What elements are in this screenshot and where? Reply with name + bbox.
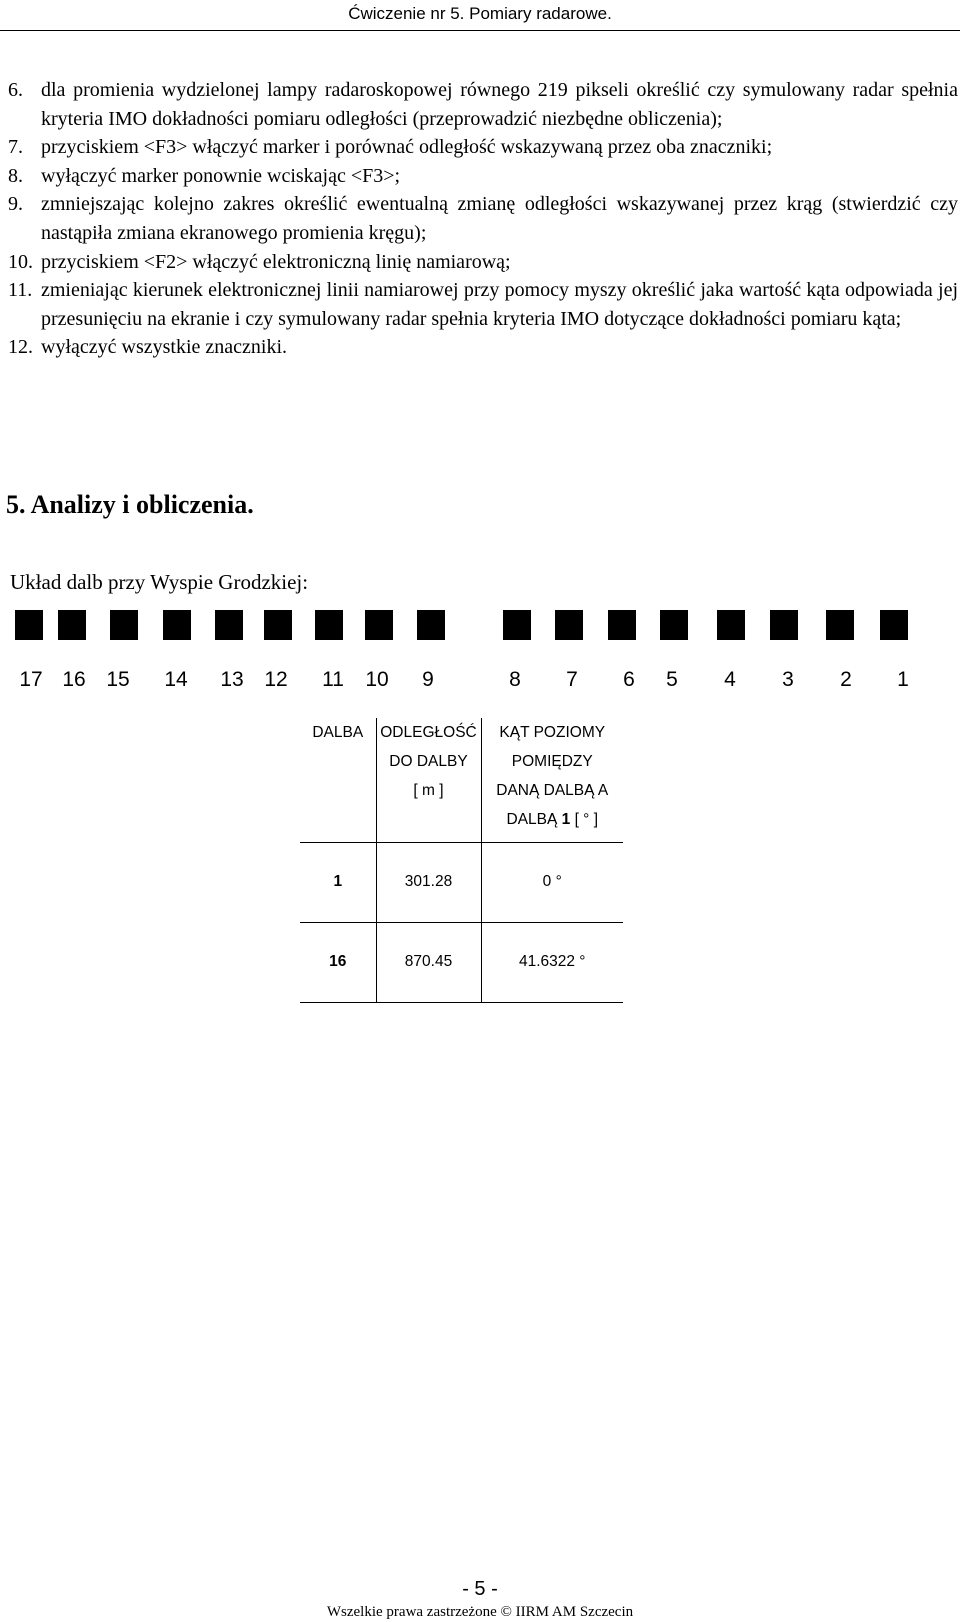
cell-distance: 301.28 <box>376 842 481 922</box>
dolphin-squares-row <box>0 610 960 640</box>
table-header-row <box>300 718 623 842</box>
step-text: przyciskiem <F3> włączyć marker i porównać odległość wskazywaną przez oba znaczniki; <box>41 136 773 159</box>
dolphin-square-icon <box>717 610 745 640</box>
dolphin-number: 3 <box>782 668 794 691</box>
dolphin-square-icon <box>826 610 854 640</box>
header-line <box>482 805 624 834</box>
header-text: DALBĄ <box>506 811 562 828</box>
header-line: POMIĘDZY <box>511 753 593 770</box>
step-text: zmniejszając kolejno zakres określić ewentualną zmianę odległości wskazywanej przez krąg (stwierdzić czy nastąpiła zmiana ekranowego promienia kręgu); <box>41 193 958 244</box>
header-line: DO DALBY <box>389 753 468 770</box>
header-text: [ ° ] <box>570 811 598 828</box>
dolphin-number: 4 <box>724 668 736 691</box>
header-divider <box>0 30 960 31</box>
dolphin-square-icon <box>503 610 531 640</box>
step-7 <box>8 133 958 162</box>
header-line: KĄT POZIOMY <box>499 724 606 741</box>
dolphin-layout-label: Układ dalb przy Wyspie Grodzkiej: <box>10 570 309 594</box>
dolphin-number: 7 <box>566 668 578 691</box>
dolphin-square-icon <box>58 610 86 640</box>
dolphin-data-table <box>300 718 623 1003</box>
dolphin-square-icon <box>15 610 43 640</box>
dolphin-square-icon <box>880 610 908 640</box>
dolphin-square-icon <box>770 610 798 640</box>
dolphin-numbers-row <box>0 668 960 694</box>
dolphin-number: 12 <box>264 668 288 691</box>
dolphin-number: 16 <box>62 668 86 691</box>
step-10 <box>8 248 958 277</box>
header-line: ODLEGŁOŚĆ <box>380 724 477 741</box>
header-line: [ m ] <box>413 782 444 799</box>
table-row <box>300 842 623 922</box>
dolphin-number: 6 <box>623 668 635 691</box>
dolphin-number: 8 <box>509 668 521 691</box>
dolphin-square-icon <box>110 610 138 640</box>
dolphin-number: 5 <box>666 668 678 691</box>
dolphin-number: 9 <box>422 668 434 691</box>
step-9 <box>8 190 958 247</box>
dolphin-number: 17 <box>19 668 43 691</box>
step-text: przyciskiem <F2> włączyć elektroniczną linię namiarową; <box>41 250 511 273</box>
cell-distance: 870.45 <box>376 922 481 1002</box>
dolphin-square-icon <box>555 610 583 640</box>
header-line: DANĄ DALBĄ A <box>496 782 609 799</box>
dolphin-square-icon <box>417 610 445 640</box>
step-11 <box>8 276 958 333</box>
dolphin-square-icon <box>215 610 243 640</box>
dolphin-square-icon <box>365 610 393 640</box>
header-distance <box>376 718 481 842</box>
dolphin-square-icon <box>660 610 688 640</box>
step-number: 7. <box>8 136 23 159</box>
dolphin-number: 14 <box>164 668 188 691</box>
step-number: 12. <box>8 336 33 359</box>
page-number: - 5 - <box>462 1578 498 1600</box>
dolphin-number: 13 <box>220 668 244 691</box>
step-12 <box>8 333 958 362</box>
header-angle <box>481 718 623 842</box>
table-row <box>300 922 623 1002</box>
step-number: 10. <box>8 250 33 273</box>
step-number: 6. <box>8 79 23 101</box>
footer-copyright: Wszelkie prawa zastrzeżone © IIRM AM Szczecin <box>326 1604 634 1620</box>
instruction-steps <box>8 76 958 362</box>
page-header: Ćwiczenie nr 5. Pomiary radarowe. <box>348 4 612 23</box>
step-text: wyłączyć marker ponownie wciskając <F3>; <box>41 164 401 187</box>
step-text: dla promienia wydzielonej lampy radaroskopowej równego 219 pikseli określić czy symulowany radar spełnia kryteria IMO dokładności pomiaru odległości (przeprowadzić niezbędne obliczenia); <box>41 79 958 130</box>
step-text: wyłączyć wszystkie znaczniki. <box>41 336 288 359</box>
cell-angle: 41.6322 ° <box>481 922 623 1002</box>
step-number: 9. <box>8 193 23 216</box>
dolphin-number: 11 <box>322 668 344 691</box>
dolphin-number: 15 <box>106 668 130 691</box>
header-bold-text: 1 <box>561 811 571 828</box>
step-6 <box>8 76 958 133</box>
dolphin-square-icon <box>264 610 292 640</box>
dolphin-number: 10 <box>365 668 389 691</box>
dolphin-square-icon <box>608 610 636 640</box>
dolphin-square-icon <box>163 610 191 640</box>
step-number: 8. <box>8 164 23 187</box>
cell-dalba: 16 <box>300 922 376 1002</box>
dolphin-number: 2 <box>840 668 852 691</box>
cell-angle: 0 ° <box>481 842 623 922</box>
header-dalba <box>300 718 376 842</box>
step-text: zmieniając kierunek elektronicznej linii namiarowej przy pomocy myszy określić jaka wartość kąta odpowiada jej przesunięciu na ekranie i czy symulowany radar spełnia kryteria IMO dotyczące dokładności pomiaru kąta; <box>41 279 958 330</box>
cell-dalba: 1 <box>300 842 376 922</box>
dolphin-number: 1 <box>897 668 909 691</box>
header-line: DALBA <box>312 724 364 741</box>
dolphin-square-icon <box>315 610 343 640</box>
step-8 <box>8 162 958 191</box>
step-number: 11. <box>8 279 33 302</box>
section-title: 5. Analizy i obliczenia. <box>6 490 254 519</box>
